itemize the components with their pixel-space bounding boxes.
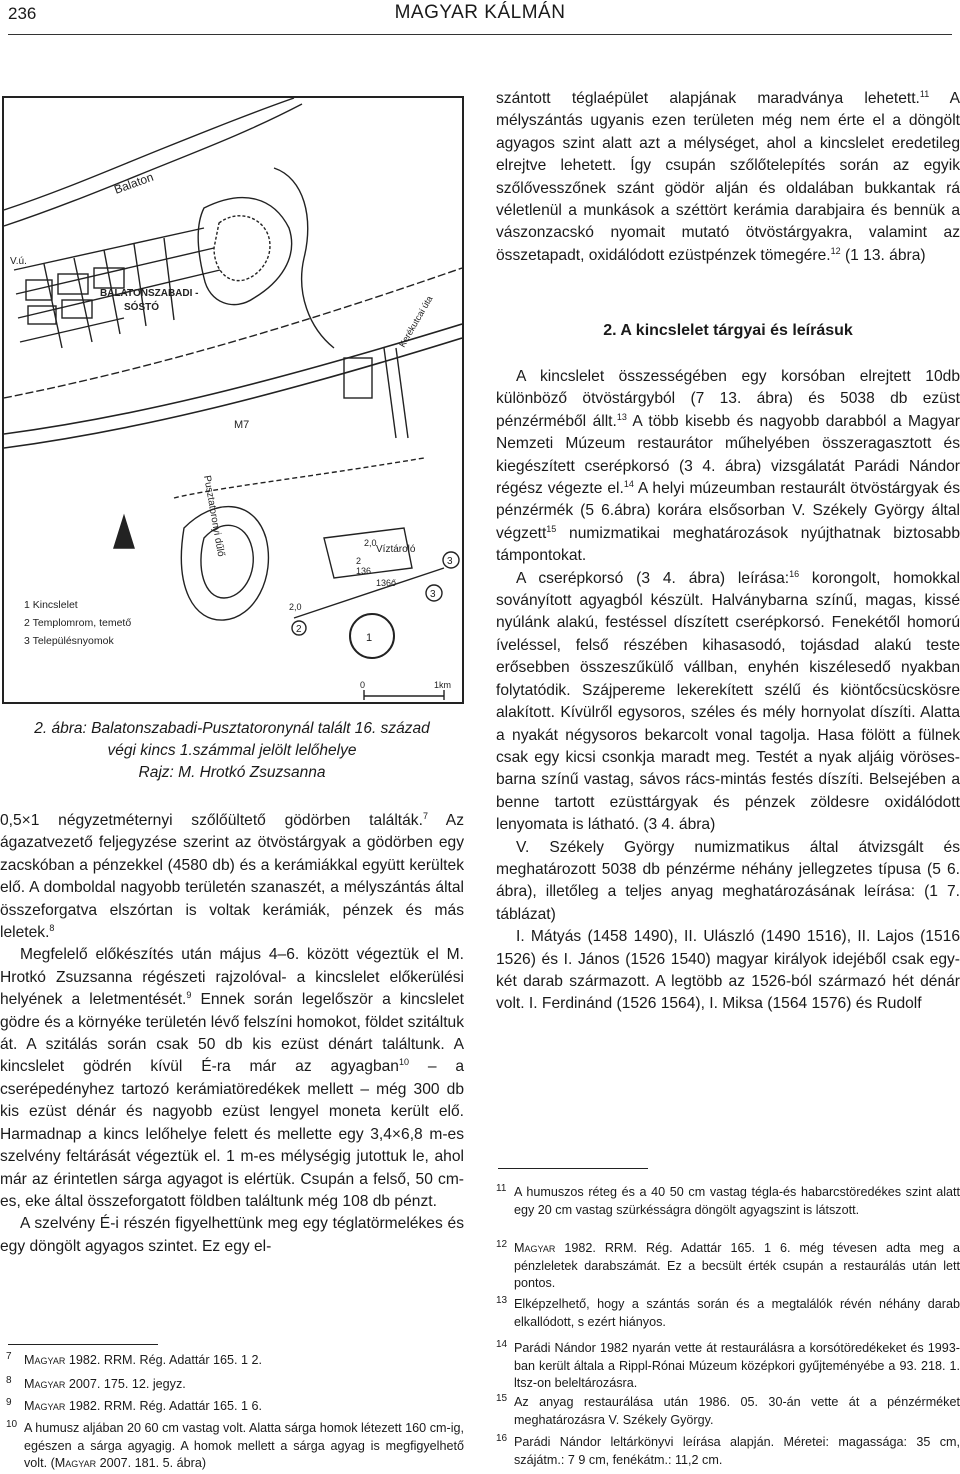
- footnote: [496, 1296, 960, 1331]
- label-2a: 2,0: [289, 602, 302, 612]
- header-rule: [8, 34, 952, 35]
- building: [344, 358, 372, 398]
- pond-outline: [198, 198, 291, 305]
- footnote-rule: [8, 1344, 158, 1345]
- footnote-rule: [498, 1168, 648, 1169]
- marker-label: 3: [447, 556, 453, 567]
- legend-item-2: 2 Templomrom, temető: [24, 617, 132, 629]
- footnote-number: 16: [496, 1433, 508, 1444]
- footnote-ref: 14: [623, 479, 634, 490]
- label-vizt: Víztároló: [376, 544, 416, 555]
- legend-item-1: 1 Kincslelet: [24, 599, 78, 611]
- left-column-text: [0, 810, 464, 1258]
- footnote-number: 14: [496, 1339, 508, 1350]
- footnote-text: Magyar 1982. RRM. Rég. Adattár 165. 1 6. még tévesen adta meg a pénzleletek darabszámát. Ez a becsült érték csupán a restaurálás után lett pontos.: [514, 1241, 960, 1290]
- marker-label: 2: [356, 556, 362, 566]
- marker-label: 2: [296, 624, 302, 635]
- footnote-ref: 7: [422, 811, 428, 821]
- site-map-drawing: [4, 98, 462, 702]
- street-lines: [14, 228, 220, 342]
- footnote-text: Elképzelhető, hogy a szántás során és a megtalálók révén néhány darab elkallódott, s ezért hiányos.: [514, 1297, 960, 1329]
- paragraph: A szelvény É-i részén figyelhettünk meg egy téglatörmelékes és egy döngölt agyagos szintet. Ez egy el-: [0, 1215, 464, 1255]
- page-number: 236: [8, 4, 37, 23]
- scale-bar: [364, 690, 444, 700]
- footnote-number: 13: [496, 1295, 508, 1306]
- footnote-text: Az anyag restaurálása után 1986. 05. 30-án vette át a pénzérméket meghatározásra V. Székely György.: [514, 1395, 960, 1427]
- block: [62, 300, 92, 318]
- footnote: [496, 1434, 960, 1469]
- footnote-ref: 8: [49, 923, 55, 934]
- north-arrow-icon: [114, 516, 134, 548]
- figure-caption: [0, 718, 464, 784]
- footnote: [496, 1184, 960, 1219]
- caption-line: végi kincs 1.számmal jelölt lelőhelye: [107, 742, 357, 759]
- scale-label-1km: 1km: [434, 680, 452, 690]
- footnote: [6, 1376, 464, 1394]
- label-136: 136: [356, 566, 372, 576]
- marker-label: 1: [366, 632, 373, 644]
- footnote: [6, 1420, 464, 1473]
- footnote-ref: 16: [789, 568, 800, 579]
- site-map-figure: [2, 96, 464, 704]
- road-m7-edge: [4, 338, 462, 448]
- shoreline-inner: [4, 104, 302, 226]
- footnote: [6, 1352, 464, 1370]
- label-road: Kerékutcai úta: [397, 294, 435, 349]
- footnote-text: Parádi Nándor leltárkönyvi leírása alapján. Méretei: magassága: 35 cm, szájátm.: 7 9 cm, fenékátm.: 11,2 cm.: [514, 1435, 960, 1467]
- running-title: MAGYAR KÁLMÁN: [394, 2, 566, 23]
- scale-label-0: 0: [360, 680, 366, 690]
- footnote-number: 11: [496, 1183, 507, 1194]
- paragraph: I. Mátyás (1458 1490), II. Ulászló (1490 1516), II. Lajos (1516 1526) és I. János (1526 1540) magyar királyok idejéből csak egy-két darab származott. A legtöbb az 1526-ból származó hét dénár volt. I. Ferdinánd (1526 1564), I. Miksa (1564 1576) és Rudolf: [496, 928, 960, 1013]
- contour: [181, 507, 268, 620]
- footnote-number: 12: [496, 1239, 508, 1250]
- footnote-text: Parádi Nándor 1982 nyarán vette át restaurálásra a korsótöredékeket és 1993-ban került általa a Rippl-Rónai Múzeum középkori gyűjteményébe a 93. 218. 1. ltsz-on beleltározásra.: [514, 1341, 960, 1390]
- section-heading: 2. A kincslelet tárgyai és leírásuk: [603, 322, 853, 339]
- railway: [4, 268, 462, 398]
- footnote: [496, 1340, 960, 1393]
- label-balaton: Balaton: [112, 169, 156, 197]
- footnote-number: 15: [496, 1393, 508, 1404]
- footnote-ref: 15: [546, 523, 557, 534]
- right-column-text: [496, 366, 960, 1016]
- label-dulo: Pusztatoronyi dűlő: [201, 474, 227, 558]
- footnote-number: 9: [6, 1397, 12, 1408]
- label-vh: V.ú.: [10, 256, 27, 267]
- footnote-ref: 11: [919, 89, 930, 99]
- footnote-number: 10: [6, 1419, 18, 1430]
- side-road: [384, 348, 408, 438]
- paragraph: A cserépkorsó (3 4. ábra) leírása:$^{16}$ korongolt, homokkal soványított agyagból készült. Halványbarna színű, magas, kissé nyúlánk alakú, festéssel díszített cserépkorsó. Fenekétől homorú íveléssel, felső részében kihasasodó, tojásdad alakú teste erősebben összeszűkülő vállban, enyhén kiszélesedő nyakban folytatódik. Szájpereme lekerekített szélű és kiöntőcsücskösre alakított. Kívülről egysoros, széles és mély hornyolat díszíti. Alatta a nyakát négysoros bekarcolt vonal tagolja. Hasa fölött a fülnek csak egy kicsi csonkja maradt meg. Testét a nyak aljáig vöröses-barna színű vastag, sávos rács-mintás festés díszíti. Belsejében a benne tartott ezüsttárgyak és pénzek zöldesre oxidálódott lenyomata is látható. (3 4. ábra): [496, 568, 960, 834]
- legend-item-3: 3 Településnyomok: [24, 635, 114, 647]
- footnote-text: Magyar 1982. RRM. Rég. Adattár 165. 1 6.: [24, 1399, 263, 1413]
- paragraph: 0,5×1 négyzetméternyi szőlőültető gödörben találták.$^7$ Az ágazatvezető feljegyzése szerint az ötvöstárgyak a gödörben egy zacskóban a pénzekkel (4580 db) és a kerámiákkal együtt kerültek elő. A domboldal nagyobb területén szanaszét, a mélyszántás által összeforgatva elszórtan is voltak kerámiák, pénzek és más leletek.$^8$: [0, 811, 465, 942]
- footnote-number: 8: [6, 1375, 12, 1386]
- footnote-number: 7: [6, 1351, 12, 1362]
- footnote-text: Magyar 1982. RRM. Rég. Adattár 165. 1 2.: [24, 1353, 263, 1367]
- pond-inner: [214, 216, 270, 281]
- label-place-line1: BALATONSZABADI -: [100, 288, 199, 299]
- shoreline: [4, 98, 294, 210]
- paragraph: A kincslelet összességében egy korsóban elrejtett 10db különböző ötvöstárgyból (7 13. ábra) és 5038 db ezüst pénzérméből állt.$^{13}$ A több kisebb és nagyobb darabból a Magyar Nemzeti Múzeum restaurátor műhelyében összeragasztott és kiegészített cserépkorsó (3 4. ábra) vizsgálatát Parádi Nándor régész végezte el.$^{14}$ A helyi múzeumban restaurált ötvöstárgyak és pénzérmék (5 6.ábra) korára elsősorban V. Székely György által végzett$^{15}$ numizmatikai meghatározások nyújthatnak biztosabb támpontokat.: [496, 368, 960, 565]
- paragraph: szántott téglaépület alapjának maradványa lehetett.$^{11}$ A mélyszántás ugyanis ezen területen még nem érte el a döngölt agyagos szint alatt azt a mélységet, ahol a kincslelet eredetileg elrejtve lehetett. Így csupán szőlőtelepítés során az egyik szőlővesszőnek szánt gödör alján és oldalában bukkantak rá véletlenül a munkások a széttört kerámia darabjaira és bennük a vászonzacskó nyomait mutató ötvöstárgyakra, valamint az összetapadt, oxidálódott ezüstpénzek tömegére.$^{12}$ (1 13. ábra): [496, 89, 960, 264]
- marker-label: 3: [430, 589, 436, 600]
- paragraph: Megfelelő előkészítés után május 4–6. között végeztük el M. Hrotkó Zsuzsanna régészeti rajzolóval- a kincslelet előkerülési helyének a leletmentését.$^9$ Ennek során legelőször a kincslelet gödre és a környéke területén lévő felszíni homokot, földet szitáltuk át. A szitálás során csak 50 db kis ezüst dénárt találtunk. A kincslelet gödrén kívül É-ra már az agyagban$^{10}$ – a cserépedényhez tartozó kerámiatöredékek mellett – még 300 db kis ezüst dénár és nagyobb ezüst lengyel moneta került elő. Harmadnap a kincs lelőhelye felett és mellette egy 3,4×6,8 m-es szelvény feltárását végeztük el. 1 m-es mélységig jutottuk le, ahol már az érintetlen sárga agyagot is elértük. Csupán a felső, 50 cm-es, eke által összeforgatott földben találtunk még 108 db pénzt.: [0, 946, 464, 1210]
- caption-line: 2. ábra: Balatonszabadi-Pusztatoronynál talált 16. század: [34, 720, 430, 737]
- label-20: 2,0: [364, 538, 377, 548]
- footnote-ref: 9: [186, 990, 192, 1001]
- footnote-ref: 10: [398, 1057, 409, 1068]
- footnote-text: A humuszos réteg és a 40 50 cm vastag tégla-és habarcstöredékes szint alatt egy 20 cm vastag szürkésságra döngölt agyagszint is látszott.: [514, 1185, 960, 1217]
- footnote-ref: 12: [830, 245, 841, 256]
- footnote: [6, 1398, 464, 1416]
- footnote: [496, 1394, 960, 1429]
- footnote: [496, 1240, 960, 1293]
- footnote-text: Magyar 2007. 175. 12. jegyz.: [24, 1377, 186, 1391]
- right-column-text-top: [496, 88, 960, 267]
- label-1366: 136ő: [376, 578, 397, 588]
- label-m7: M7: [234, 419, 250, 431]
- footnote-ref: 13: [616, 411, 627, 422]
- footnote-text: A humusz aljában 20 60 cm vastag volt. Alatta sárga homok létezett 160 cm-ig, egészen a sárga agyagig. A homok mellett a sárga agyag is megfigyelhető volt. (Magyar 2007. 181. 5. ábra): [24, 1421, 464, 1470]
- contour: [201, 525, 253, 598]
- caption-line: Rajz: M. Hrotkó Zsuzsanna: [138, 764, 326, 781]
- paragraph: V. Székely György numizmatikus által átvizsgált és meghatározott 5038 db pénzérme néhány jellegzetes típusa (5 6. ábra), illetőleg a teljes anyag meghatározásának leírása: (1 7. táblázat): [496, 838, 960, 923]
- block: [58, 274, 88, 294]
- label-place-line2: SÓSTÓ: [124, 302, 160, 313]
